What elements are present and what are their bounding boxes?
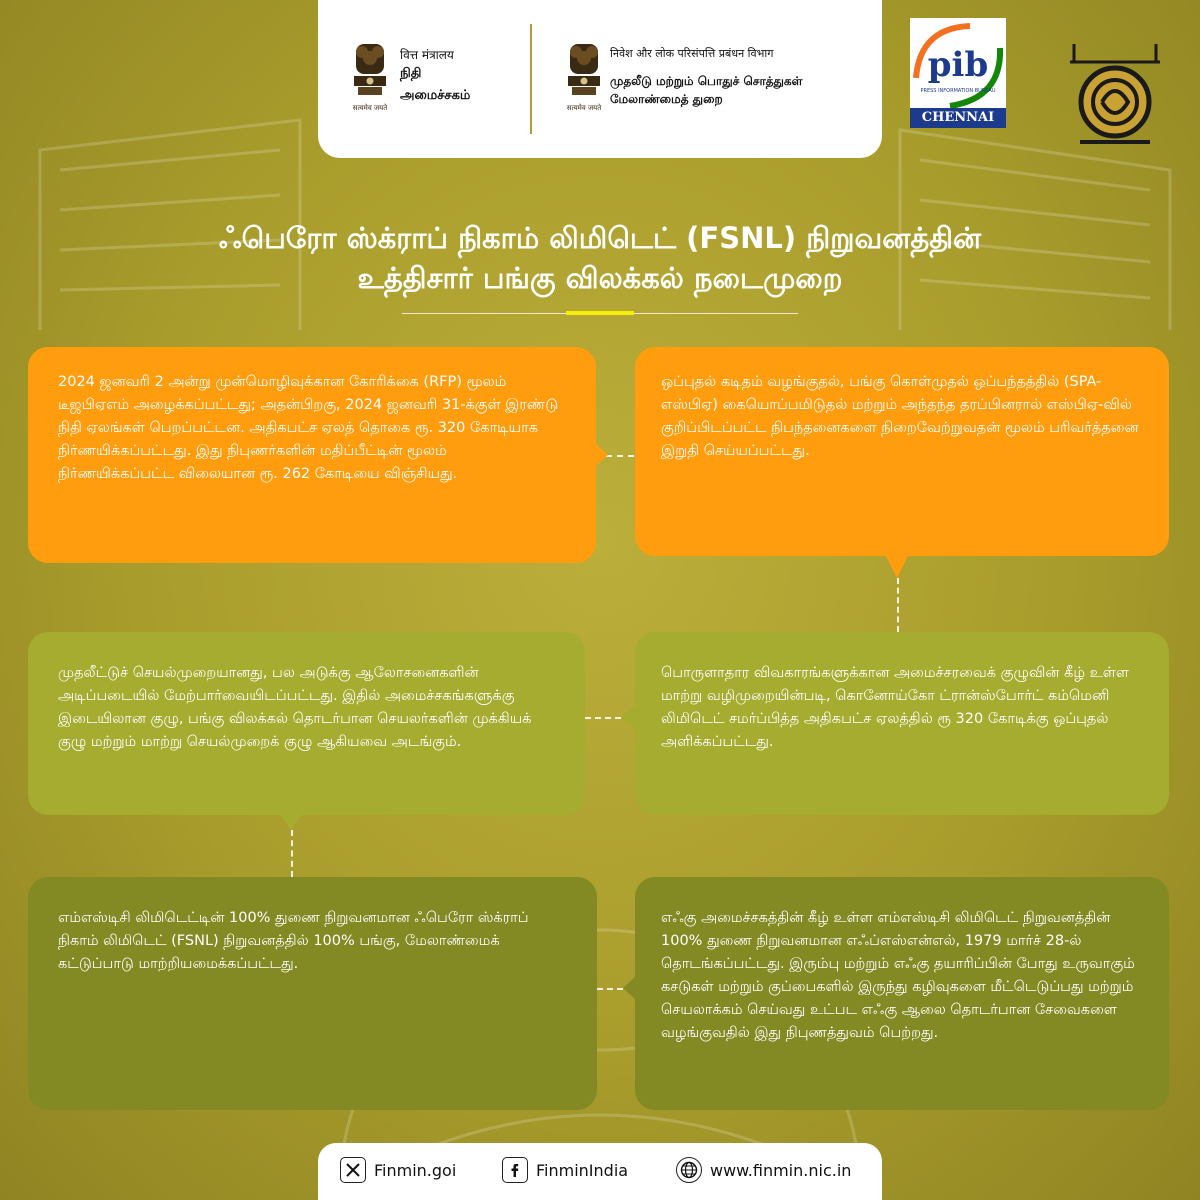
ministry-tamil-line1: நிதி: [400, 66, 422, 81]
svg-text:सत्यमेव जयते: सत्यमेव जयते: [352, 104, 388, 112]
footer-x-link[interactable]: [340, 1157, 456, 1183]
step-box-6: [635, 877, 1169, 1110]
step-box-4: [635, 632, 1169, 815]
footer-x-handle: Finmin.goi: [374, 1160, 457, 1180]
connector-2-4: [897, 578, 899, 632]
step-box-5-text: எம்எஸ்டிசி லிமிடெட்டின் 100% துணை நிறுவனமான ஃபெரோ ஸ்க்ராப் நிகாம் லிமிடெட் (FSNL) நிறுவனத்தில் 100% பங்கு, மேலாண்மைக் கட்டுப்பாடு மாற்றியமைக்கப்பட்டது.: [58, 910, 529, 972]
header-divider: [530, 24, 532, 134]
step-box-2: [635, 347, 1169, 556]
footer-facebook-handle: FinminIndia: [536, 1160, 629, 1180]
footer-website-url: www.finmin.nic.in: [710, 1160, 852, 1180]
ministry-tamil-line2: அமைச்சகம்: [400, 88, 471, 103]
step-box-3-text: முதலீட்டுச் செயல்முறையானது, பல அடுக்கு ஆலோசனைகளின் அடிப்படையில் மேற்பார்வையிடப்பட்டது. இதில் அமைச்சகங்களுக்கு இடையிலான குழு, பங்கு விலக்கல் தொடர்பான செயலர்களின் முக்கியக் குழு மற்றும் மாற்று செயல்முறைக் குழு ஆகியவை அடங்கும்.: [58, 665, 532, 750]
state-emblem-icon: [348, 38, 392, 118]
x-icon: [340, 1157, 366, 1183]
connector-3-5: [291, 830, 293, 877]
state-emblem-icon: [562, 38, 606, 118]
box2-pointer: [886, 556, 908, 578]
connector-1-2: [606, 455, 634, 457]
connector-5-6: [597, 988, 623, 990]
connector-4-3: [585, 717, 621, 719]
globe-icon: [676, 1157, 702, 1183]
box6-pointer: [623, 977, 635, 999]
title-line2: உத்திசார் பங்கு விலக்கல் நடைமுறை: [357, 261, 843, 295]
svg-text:PRESS INFORMATION BUREAU: PRESS INFORMATION BUREAU: [920, 88, 996, 94]
fsnl-logo-icon: [1060, 40, 1170, 150]
dept-tamil-line2: மேலாண்மைத் துறை: [610, 92, 723, 106]
ministry-hindi-label: वित्त मंत्रालय: [400, 48, 454, 62]
title-line1: ஃபெரோ ஸ்க்ராப் நிகாம் லிமிடெட் (FSNL) நிறுவனத்தின்: [218, 221, 982, 255]
step-box-1: [28, 347, 596, 563]
dept-tamil-line1: முதலீடு மற்றும் பொதுச் சொத்துகள்: [610, 74, 803, 88]
step-box-2-text: ஒப்புதல் கடிதம் வழங்குதல், பங்கு கொள்முதல் ஒப்பந்தத்தில் (SPA-எஸ்பிஏ) கையொப்பமிடுதல் மற்றும் அந்தந்த தரப்பினரால் எஸ்பிஏ-வில் குறிப்பிடப்பட்ட நிபந்தனைகளை நிறைவேற்றுவதன் மூலம் பரிவர்த்தனை இறுதி செய்யப்பட்டது.: [661, 374, 1139, 459]
step-box-4-text: பொருளாதார விவகாரங்களுக்கான அமைச்சரவைக் குழுவின் கீழ் உள்ள மாற்று வழிமுறையின்படி, கொனோய்கோ ட்ரான்ஸ்போர்ட் கம்மெனி லிமிடெட் சமர்ப்பித்த அதிகபட்ச ஏலத்தில் ரூ 320 கோடிக்கு ஒப்புதல் அளிக்கப்பட்டது.: [661, 665, 1129, 750]
header-card: [318, 0, 882, 158]
pib-city-label: CHENNAI: [910, 108, 1006, 128]
svg-text:सत्यमेव जयते: सत्यमेव जयते: [566, 104, 602, 112]
step-box-5: [28, 877, 597, 1110]
step-box-6-text: எஃகு அமைச்சகத்தின் கீழ் உள்ள எம்எஸ்டிசி லிமிடெட் நிறுவனத்தின் 100% துணை நிறுவனமான எஃப்எஸ்என்எல், 1979 மார்ச் 28-ல் தொடங்கப்பட்டது. இரும்பு மற்றும் எஃகு தயாரிப்பின் போது உருவாகும் கசடுகள் மற்றும் குப்பைகளில் இருந்து கழிவுகளை மீட்டெடுப்பது மற்றும் செயலாக்கம் செய்வது உட்பட எஃகு ஆலை தொடர்பான சேவைகளை வழங்குவதில் இது நிபுணத்துவம் பெற்றது.: [661, 910, 1135, 1041]
step-box-3: [28, 632, 585, 815]
title-divider-accent: [566, 311, 634, 315]
dept-hindi-label: निवेश और लोक परिसंपत्ति प्रबंधन विभाग: [610, 47, 774, 60]
box4-pointer: [621, 706, 635, 728]
step-box-1-text: 2024 ஜனவரி 2 அன்று முன்மொழிவுக்கான கோரிக்கை (RFP) மூலம் டீஜபிஏஎம் அழைக்கப்பட்டது; அதன்பிறகு, 2024 ஜனவரி 31-க்குள் இரண்டு நிதி ஏலங்கள் பெறப்பட்டன. அதிகபட்ச ஏலத் தொகை ரூ. 320 கோடியாக நிர்ணயிக்கப்பட்டது. இது நிபுணர்களின் மதிப்பீட்டின் மூலம் நிர்ணயிக்கப்பட்ட விலையான ரூ. 262 கோடியை விஞ்சியது.: [58, 374, 559, 482]
page-title: [100, 218, 1100, 298]
box1-pointer: [596, 444, 608, 466]
box3-pointer: [280, 815, 302, 830]
svg-text:pib: pib: [927, 45, 989, 85]
footer-website-link[interactable]: [676, 1157, 851, 1183]
footer-bar: [318, 1143, 882, 1200]
footer-facebook-link[interactable]: [502, 1157, 628, 1183]
facebook-icon: [502, 1157, 528, 1183]
